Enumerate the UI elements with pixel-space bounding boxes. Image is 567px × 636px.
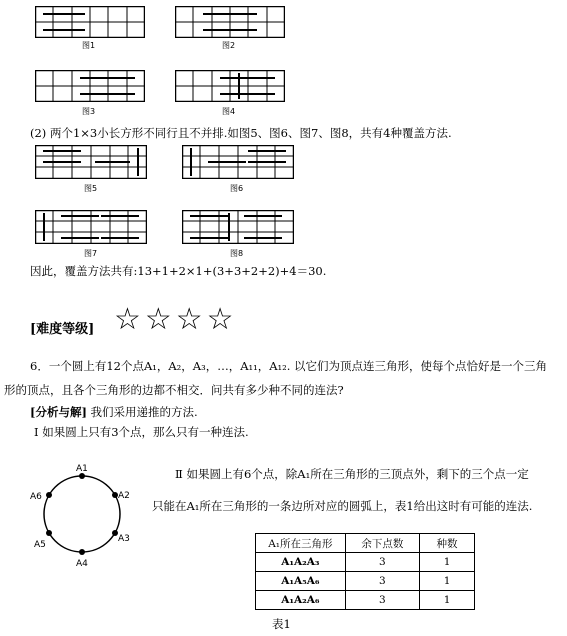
table-caption: 表1 xyxy=(272,617,291,631)
conclusion-text: 因此，覆盖方法共有:13+1+2×1+(3+3+2+2)+4＝30. xyxy=(30,264,327,278)
figure-1-caption: 图1 xyxy=(82,41,96,50)
table-header-cell: 种数 xyxy=(420,534,475,553)
analysis-label: [分析与解] xyxy=(30,405,87,419)
figure-7 xyxy=(35,210,147,244)
figure-4-caption: 图4 xyxy=(222,107,236,116)
problem6-line1: 6．一个圆上有12个点A₁，A₂，A₃，…，A₁₁，A₁₂. 以它们为顶点连三角形，使每个点恰好是一个三角 xyxy=(30,359,548,373)
figure-3 xyxy=(35,70,145,102)
table-header-cell: 余下点数 xyxy=(345,534,419,553)
figure-7-caption: 图7 xyxy=(84,249,98,258)
table-row xyxy=(256,572,475,591)
figure-4 xyxy=(175,70,285,102)
table-cell: 1 xyxy=(420,591,475,610)
circle-diagram xyxy=(28,460,138,574)
table-cell: A₁A₂A₃ xyxy=(256,553,346,572)
figure-3-caption: 图3 xyxy=(82,107,96,116)
point-a6-label: A6 xyxy=(30,492,42,502)
figure-1 xyxy=(35,6,145,38)
table-1 xyxy=(255,533,475,610)
table-cell: 1 xyxy=(420,553,475,572)
figure-2 xyxy=(175,6,285,38)
case2-line2: 只能在A₁所在三角形的一条边所对应的圆弧上，表1给出这时有可能的连法. xyxy=(152,499,533,513)
difficulty-stars: ☆☆☆☆ xyxy=(114,302,238,337)
table-cell: 1 xyxy=(420,572,475,591)
table-cell: A₁A₅A₆ xyxy=(256,572,346,591)
point-a5-label: A5 xyxy=(34,540,46,550)
figure-6-caption: 图6 xyxy=(230,184,244,193)
point-a2-label: A2 xyxy=(118,491,130,501)
analysis-line xyxy=(30,405,198,419)
table-cell: 3 xyxy=(345,591,419,610)
figure-6 xyxy=(182,145,294,179)
point-a4-label: A4 xyxy=(76,559,88,569)
point-a3-label: A3 xyxy=(118,534,130,544)
problem6-line2: 形的顶点，且各个三角形的边都不相交．问共有多少种不同的连法? xyxy=(4,383,344,397)
table-cell: 3 xyxy=(345,553,419,572)
table-row xyxy=(256,553,475,572)
figure-5 xyxy=(35,145,147,179)
figure-8 xyxy=(182,210,294,244)
point-a1-label: A1 xyxy=(76,464,88,474)
table-row xyxy=(256,591,475,610)
part2-text: (2) 两个1×3小长方形不同行且不并排.如图5、图6、图7、图8，共有4种覆盖方法. xyxy=(30,126,452,140)
table-header-cell: A₁所在三角形 xyxy=(256,534,346,553)
analysis-text: 我们采用递推的方法. xyxy=(90,405,198,419)
difficulty-label: [难度等级] xyxy=(30,322,95,337)
case2-line1: Ⅱ 如果圆上有6个点，除A₁所在三角形的三顶点外，剩下的三个点一定 xyxy=(175,467,529,481)
figure-8-caption: 图8 xyxy=(230,249,244,258)
table-cell: A₁A₂A₆ xyxy=(256,591,346,610)
case1-text: Ⅰ 如果圆上只有3个点，那么只有一种连法. xyxy=(34,425,249,439)
table-cell: 3 xyxy=(345,572,419,591)
table-header-row xyxy=(256,534,475,553)
figure-5-caption: 图5 xyxy=(84,184,98,193)
figure-2-caption: 图2 xyxy=(222,41,236,50)
